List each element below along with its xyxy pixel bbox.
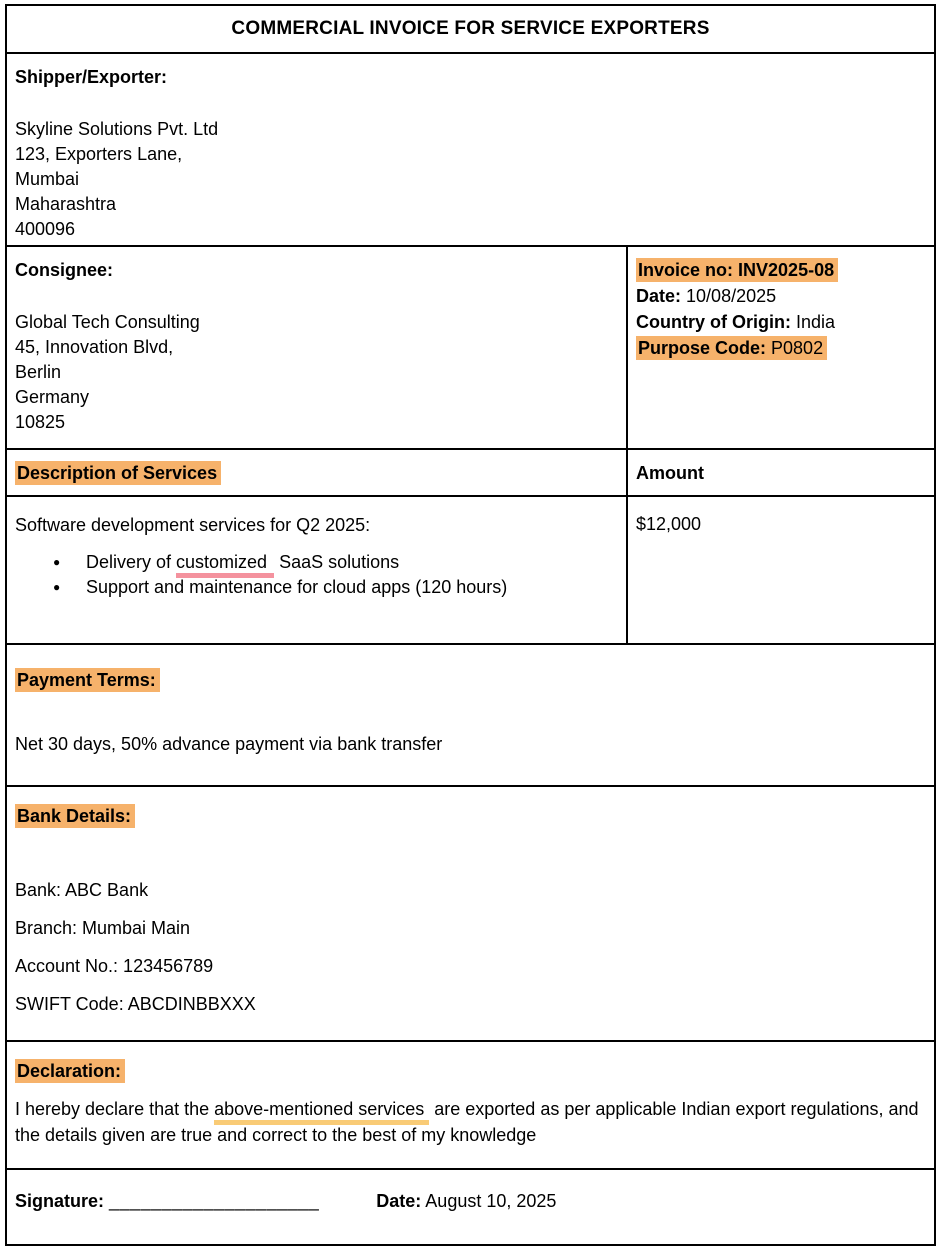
services-header-row — [7, 450, 934, 497]
declaration-text — [15, 1096, 924, 1148]
consignee-section — [7, 247, 934, 450]
services-description-header-cell — [7, 450, 628, 495]
country-origin-label: Country of Origin: — [636, 312, 791, 332]
invoice-date-label: Date: — [636, 286, 682, 306]
declaration-label: Declaration: — [17, 1061, 122, 1081]
signature-section — [7, 1170, 934, 1244]
payment-terms-highlight — [15, 668, 160, 692]
consignee-address-line: 45, Innovation Blvd, — [15, 337, 174, 357]
purpose-code-highlight — [636, 336, 827, 360]
signature-date-label: Date: — [376, 1191, 422, 1211]
declaration-pre-text: I hereby declare that the — [15, 1099, 215, 1119]
amber-underline-mark: above-mentioned services — [214, 1099, 429, 1125]
service-bullet-item — [15, 550, 616, 575]
declaration-highlight — [15, 1059, 125, 1083]
payment-terms-section — [7, 645, 934, 787]
invoice-title-row — [7, 6, 934, 54]
shipper-label: Shipper/Exporter: — [15, 67, 168, 87]
services-intro: Software development services for Q2 2025: — [15, 515, 371, 535]
consignee-address-line: Berlin — [15, 362, 62, 382]
bullet-dot-icon: ● — [53, 555, 61, 569]
services-body-row — [7, 497, 934, 645]
bank-account-line: Account No.: 123456789 — [15, 956, 214, 976]
service-bullet-item — [15, 575, 616, 600]
bank-details-highlight — [15, 804, 135, 828]
shipper-address-line: Mumbai — [15, 169, 80, 189]
country-origin-line — [636, 309, 924, 335]
declaration-post-text: are exported as per applicable Indian export regulations, and the details given are true and correct to the best of my knowledge — [15, 1099, 919, 1145]
signature-label: Signature: — [15, 1191, 105, 1211]
signature-date-value: August 10, 2025 — [425, 1191, 557, 1211]
bank-details-section — [7, 787, 934, 1042]
bank-name-line: Bank: ABC Bank — [15, 880, 149, 900]
bullet1-pre-text: Delivery of — [86, 552, 177, 572]
invoice-table — [5, 4, 936, 1246]
bank-branch-line: Branch: Mumbai Main — [15, 918, 191, 938]
page-title: COMMERCIAL INVOICE FOR SERVICE EXPORTERS — [231, 18, 710, 39]
declaration-section — [7, 1042, 934, 1170]
consignee-address-line: Global Tech Consulting — [15, 312, 200, 332]
pink-underline-mark: customized — [176, 552, 274, 578]
amount-value: $12,000 — [636, 514, 702, 534]
invoice-number-highlight — [636, 258, 838, 282]
invoice-number-label: Invoice no: — [638, 260, 734, 280]
shipper-section — [7, 54, 934, 247]
consignee-cell — [7, 247, 628, 448]
payment-terms-text: Net 30 days, 50% advance payment via bank transfer — [15, 734, 443, 754]
bullet1-post-text: SaaS solutions — [274, 552, 400, 572]
consignee-label: Consignee: — [15, 260, 114, 280]
invoice-number-value: INV2025-08 — [738, 260, 835, 280]
purpose-code-label: Purpose Code: — [638, 338, 767, 358]
consignee-address-line: 10825 — [15, 412, 66, 432]
invoice-date-value: 10/08/2025 — [686, 286, 777, 306]
amount-header: Amount — [636, 463, 704, 483]
invoice-number-line — [636, 257, 924, 283]
purpose-code-value: P0802 — [771, 338, 824, 358]
shipper-address-line: Maharashtra — [15, 194, 117, 214]
amount-cell — [628, 497, 934, 643]
services-description-cell — [7, 497, 628, 643]
shipper-address-line: 400096 — [15, 219, 76, 239]
service-bullet-text: Support and maintenance for cloud apps (120 hours) — [86, 577, 508, 597]
payment-terms-label: Payment Terms: — [17, 670, 156, 690]
bank-swift-line: SWIFT Code: ABCDINBBXXX — [15, 994, 256, 1014]
purpose-code-line — [636, 335, 924, 361]
signature-blank-line: ____________________ — [109, 1191, 320, 1211]
amount-header-cell — [628, 450, 934, 495]
consignee-address-line: Germany — [15, 387, 90, 407]
invoice-meta-cell — [628, 247, 934, 448]
bullet-dot-icon: ● — [53, 580, 61, 594]
services-description-header-highlight — [15, 461, 221, 485]
country-origin-value: India — [796, 312, 836, 332]
shipper-address-line: Skyline Solutions Pvt. Ltd — [15, 119, 219, 139]
shipper-address-line: 123, Exporters Lane, — [15, 144, 183, 164]
invoice-date-line — [636, 283, 924, 309]
service-bullet-text — [86, 550, 616, 575]
services-description-header: Description of Services — [17, 463, 218, 483]
bank-details-label: Bank Details: — [17, 806, 132, 826]
